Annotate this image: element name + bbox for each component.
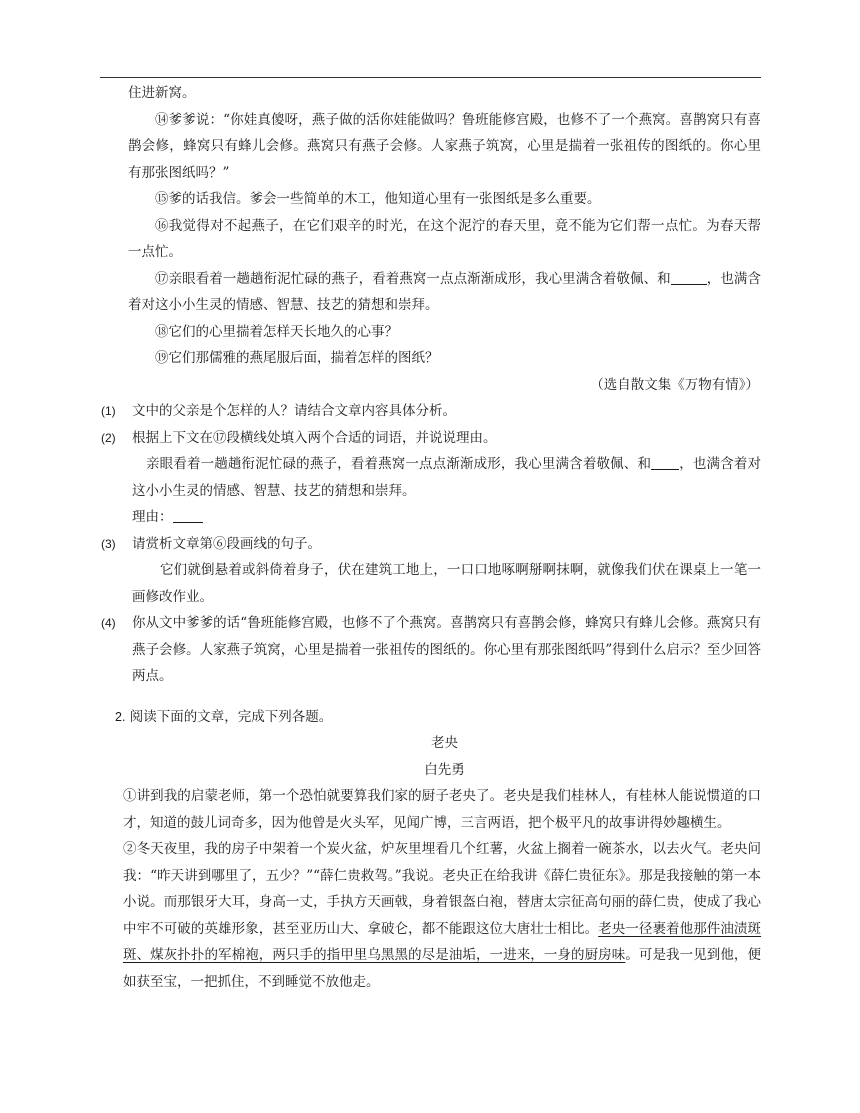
question-number: (2) — [101, 430, 116, 445]
paragraph-14: ⑭爹爹说：“你娃真傻呀，燕子做的活你娃能做吗？鲁班能修宫殿，也修不了一个燕窝。喜鹊窝只有喜鹊会修，蜂窝只有蜂儿会修。燕窝只有燕子会修。人家燕子筑窝，心里是揣着一张祖传的图纸的。你心里有那张图纸吗？” — [128, 111, 761, 181]
header-rule — [100, 77, 761, 78]
article-title: 老央 — [431, 735, 458, 751]
question-number: (3) — [101, 536, 116, 551]
question-number: (4) — [101, 616, 116, 630]
paragraph-17: ⑰亲眼看着一趟趟衔泥忙碌的燕子，看着燕窝一点点渐渐成形，我心里满含着敬佩、和 ，也满含着对这小小生灵的情感、智慧、技艺的猜想和崇拜。 — [128, 270, 762, 313]
article-body — [123, 783, 761, 995]
fill-blank — [671, 270, 707, 285]
question-3: (3) 请赏析文章第⑥段画线的句子。 它们就倒悬着或斜倚着身子，伏在建筑工地上，一口口地啄啊掰啊抹啊，就像我们伏在课桌上一笔一画修改作业。 — [101, 531, 761, 611]
question-list — [101, 398, 761, 690]
paragraph-16: ⑯我觉得对不起燕子，在它们艰辛的时光，在这个泥泞的春天里，竟不能为它们帮一点忙。为春天帮一点忙。 — [128, 217, 761, 260]
question-2-reason: 理由： — [132, 504, 761, 531]
paragraph-15: ⑮爹的话我信。爹会一些简单的木工，他知道心里有一张图纸是多么重要。 — [155, 191, 601, 207]
question-number: (1) — [101, 404, 116, 418]
article-paragraph-2: ②冬天夜里，我的房子中架着一个炭火盆，炉灰里埋看几个红薯，火盆上搁着一碗茶水，以去火气。老央问我：“昨天讲到哪里了，五少？”“薛仁贵救驾。”我说。老央正在给我讲《薛仁贵征东》。那是我接触的第一本小说。而那银牙大耳，身高一丈，手执方天画戟，身着银盔白袍，替唐太宗征高句丽的薛仁贵，使成了我心中牢不可破的英雄形象，甚至亚历山大、拿破仑，都不能跟这位大唐壮士相比。老央一径裹着他那件油渍斑斑、煤灰扑扑的军棉袍，两只手的指甲里乌黑黑的尽是油垢，一进来，一身的厨房味。可是我一见到他，便如获至宝，一把抓住，不到睡觉不放他走。 — [123, 841, 762, 990]
line-continuation: 住进新窝。 — [128, 85, 196, 101]
source-citation: （选自散文集《万物有情》） — [590, 376, 759, 393]
question-1: (1) 文中的父亲是个怎样的人？请结合文章内容具体分析。 — [101, 398, 761, 425]
article-paragraph-1: ①讲到我的启蒙老师，第一个恐怕就要算我们家的厨子老央了。老央是我们桂林人，有桂林人能说惯道的口才，知道的鼓儿词奇多，因为他曾是火头军，见闻广博，三言两语，把个极平凡的故事讲得妙趣横生。 — [123, 788, 761, 831]
fill-blank — [651, 455, 679, 470]
answer-blank — [173, 508, 203, 523]
paragraph-19: ⑲它们那儒雅的燕尾服后面，揣着怎样的图纸？ — [155, 350, 439, 366]
article-author: 白先勇 — [424, 761, 465, 778]
paragraph-18: ⑱它们的心里揣着怎样天长地久的心事？ — [155, 323, 398, 340]
question-3-quote: 它们就倒悬着或斜倚着身子，伏在建筑工地上，一口口地啄啊掰啊抹啊，就像我们伏在课桌上一笔一画修改作业。 — [132, 562, 761, 605]
question-4: (4) 你从文中爹爹的话“鲁班能修宫殿，也修不了个燕窝。喜鹊窝只有喜鹊会修，蜂窝只有蜂儿会修。燕窝只有燕子会修。人家燕子筑窝，心里是揣着一张祖传的图纸的。你心里有那张图纸吗”得到什么启示？至少回答两点。 — [101, 610, 761, 690]
document-page — [101, 80, 762, 995]
section-2-heading: 2. 阅读下面的文章，完成下列各题。 — [115, 708, 333, 725]
question-2-quote: 亲眼看着一趟趟衔泥忙碌的燕子，看着燕窝一点点渐渐成形，我心里满含着敬佩、和 ，也满含着对这小小生灵的情感、智慧、技艺的猜想和崇拜。 — [132, 456, 762, 499]
underlined-sentence: 老央一径裹着他那件油渍斑斑、煤灰扑扑的军棉袍，两只手的指甲里乌黑黑的尽是油垢，一进来，一身的厨房味 — [123, 920, 762, 963]
question-2: (2) 根据上下文在⑰段横线处填入两个合适的词语，并说说理由。 亲眼看着一趟趟衔泥忙碌的燕子，看着燕窝一点点渐渐成形，我心里满含着敬佩、和 ，也满含着对这小小生灵的情感、智慧、技艺的猜想和崇拜。 理由： — [101, 425, 761, 531]
